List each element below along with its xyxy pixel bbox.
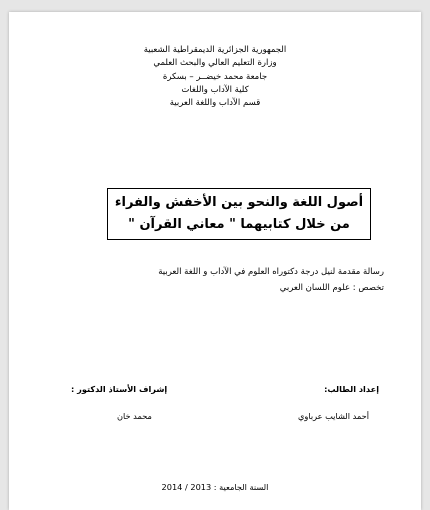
supervisor-label: إشراف الأستاذ الدكتور : (71, 384, 168, 394)
thesis-subtitle (64, 264, 384, 296)
faculty-line: كلية الآداب واللغات (181, 84, 249, 95)
supervisor-name: محمد خان (117, 411, 152, 421)
student-label: إعداد الطالب: (324, 384, 379, 394)
thesis-title-box (107, 188, 371, 240)
ministry-line: وزارة التعليم العالي والبحث العلمي (153, 58, 277, 69)
university-line: جامعة محمد خيضــر – بسكرة (162, 71, 268, 82)
institution-header (9, 44, 421, 110)
thesis-title-line-2: من خلال كتابيهما " معاني القرآن " (128, 217, 350, 232)
department-line: قسم الآداب واللغة العربية (169, 98, 261, 109)
degree-statement: رسالة مقدمة لنيل درجة دكتوراه العلوم في الآداب و اللغة العربية (158, 267, 384, 277)
academic-year: السنة الجامعية : 2013 / 2014 (161, 482, 269, 492)
specialization: تخصص : علوم اللسان العربي (279, 283, 384, 293)
document-page (9, 12, 421, 510)
student-name: أحمد الشايب عرباوي (298, 411, 369, 421)
country-line: الجمهورية الجزائرية الديمقراطية الشعبية (143, 45, 287, 55)
thesis-title-line-1: أصول اللغة والنحو بين الأخفش والفراء (114, 195, 364, 210)
